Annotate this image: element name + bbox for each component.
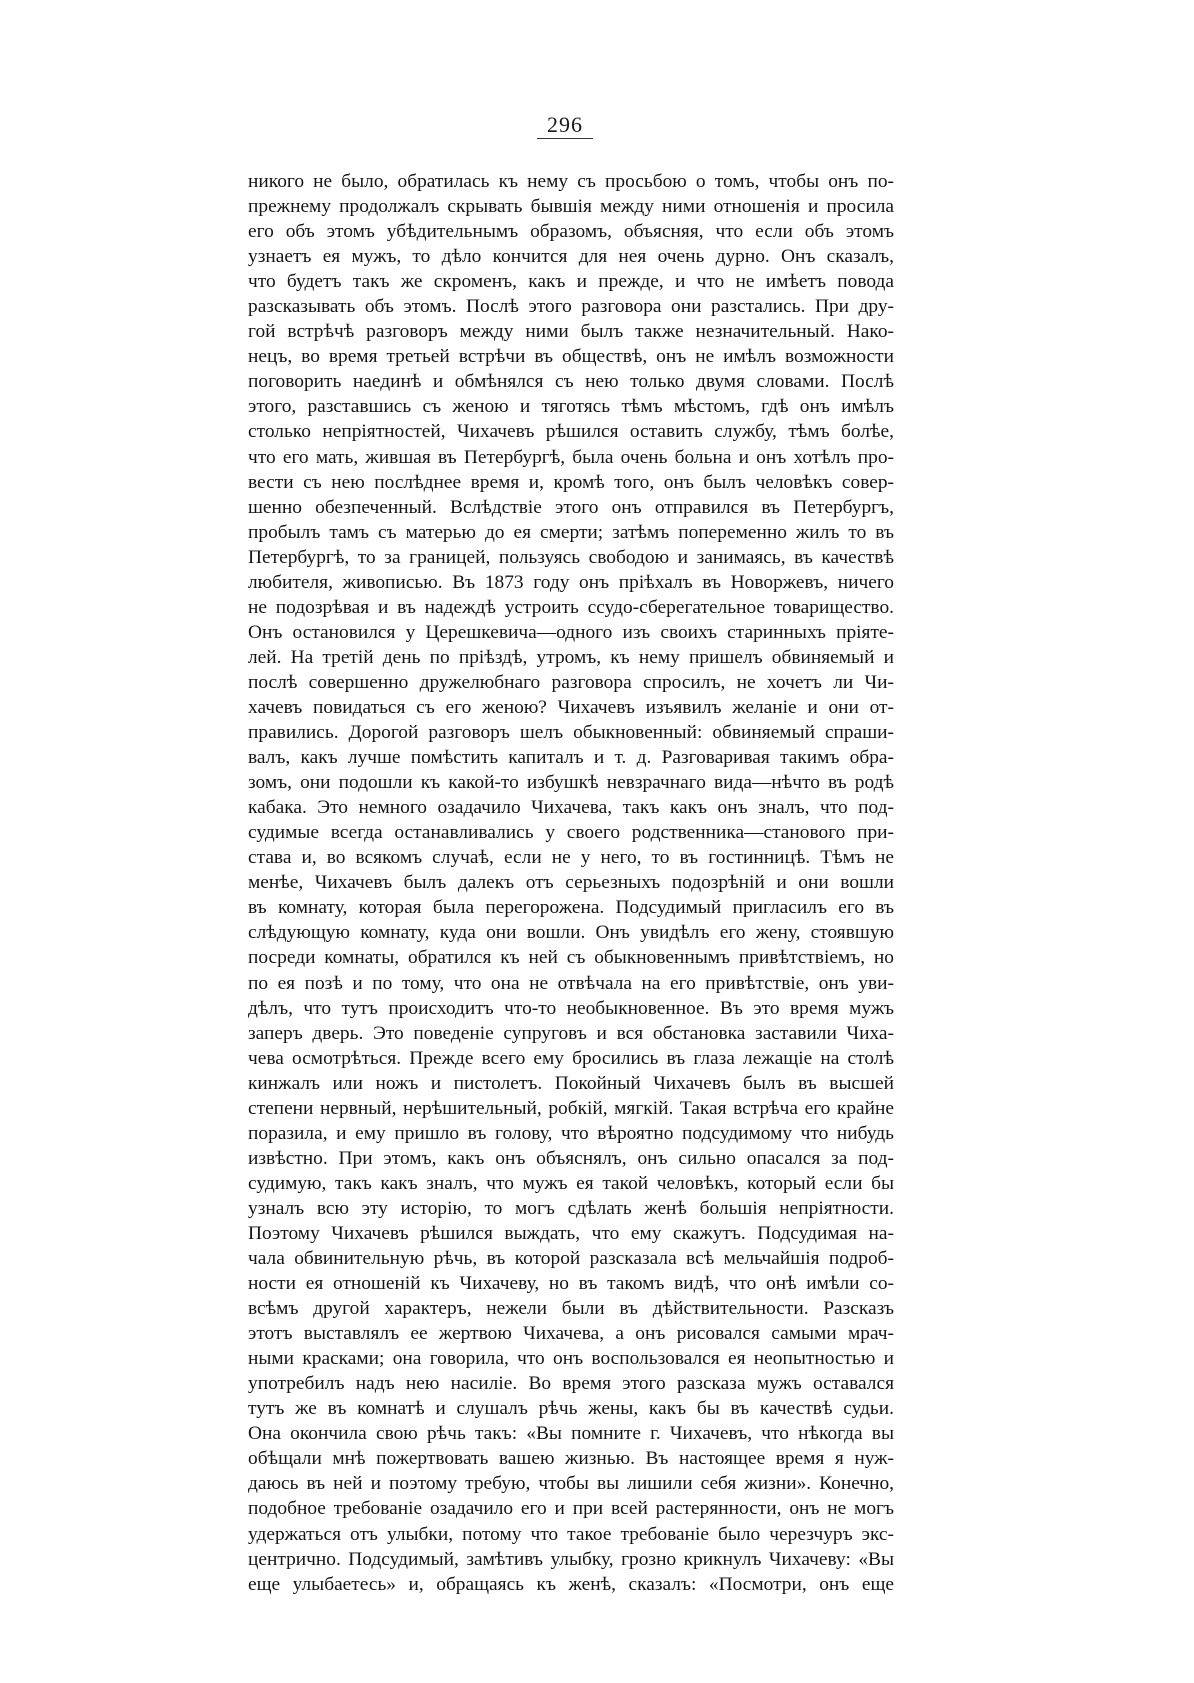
text-line: подобное требованіе озадачило его и при всей растерянности, онъ не могъ <box>248 1498 894 1520</box>
text-line: тутъ же въ комнатѣ и слушалъ рѣчь жены, какъ бы въ качествѣ судьи. <box>248 1398 894 1420</box>
text-line: става и, во всякомъ случаѣ, если не у него, то въ гостинницѣ. Тѣмъ не <box>248 847 894 869</box>
text-line: поговорить наединѣ и обмѣнялся съ нею только двумя словами. Послѣ <box>248 371 894 393</box>
text-line: судимую, такъ какъ зналъ, что мужъ ея такой человѣкъ, который если бы <box>248 1172 894 1194</box>
text-line: поразила, и ему пришло въ голову, что вѣроятно подсудимому что нибудь <box>248 1122 894 1144</box>
text-line: чева осмотрѣться. Прежде всего ему бросились въ глаза лежащіе на столѣ <box>248 1047 894 1069</box>
text-line: столько непріятностей, Чихачевъ рѣшился оставить службу, тѣмъ болѣе, <box>248 421 894 443</box>
text-line: пробылъ тамъ съ матерью до ея смерти; затѣмъ попеременно жилъ то въ <box>248 521 894 543</box>
text-line: хачевъ повидаться съ его женою? Чихачевъ изъявилъ желаніе и они от- <box>248 696 894 718</box>
text-line: Поэтому Чихачевъ рѣшился выждать, что ему скажутъ. Подсудимая на- <box>248 1222 894 1244</box>
text-line: еще улыбаетесь» и, обращаясь къ женѣ, сказалъ: «Посмотри, онъ еще <box>248 1573 894 1595</box>
text-line: ности ея отношеній къ Чихачеву, но въ такомъ видѣ, что онѣ имѣли со- <box>248 1273 894 1295</box>
text-line: всѣмъ другой характеръ, нежели были въ дѣйствительности. Разсказъ <box>248 1298 894 1320</box>
text-line: извѣстно. При этомъ, какъ онъ объяснялъ, онъ сильно опасался за под- <box>248 1147 894 1169</box>
text-line: чала обвинительную рѣчь, въ которой разсказала всѣ мельчайшія подроб- <box>248 1248 894 1270</box>
text-line: что будетъ такъ же скроменъ, какъ и прежде, и что не имѣетъ повода <box>248 271 894 293</box>
text-line: кабака. Это немного озадачило Чихачева, такъ какъ онъ зналъ, что под- <box>248 797 894 819</box>
text-line: его объ этомъ убѣдительнымъ образомъ, объясняя, что если объ этомъ <box>248 221 894 243</box>
text-line: этого, разставшись съ женою и тяготясь тѣмъ мѣстомъ, гдѣ онъ имѣлъ <box>248 396 894 418</box>
text-line: разсказывать объ этомъ. Послѣ этого разговора они разстались. При дру- <box>248 296 894 318</box>
text-line: по ея позѣ и по тому, что она не отвѣчала на его привѣтствіе, онъ уви- <box>248 972 894 994</box>
text-line: нецъ, во время третьей встрѣчи въ обществѣ, онъ не имѣлъ возможности <box>248 346 894 368</box>
page-number-rule <box>537 138 593 139</box>
text-line: лей. На третій день по пріѣздѣ, утромъ, къ нему пришелъ обвиняемый и <box>248 646 894 668</box>
text-line: зомъ, они подошли къ какой-то избушкѣ невзрачнаго вида—нѣчто въ родѣ <box>248 772 894 794</box>
text-line: вести съ нею послѣднее время и, кромѣ того, онъ былъ человѣкъ совер- <box>248 471 894 493</box>
text-line: правились. Дорогой разговоръ шелъ обыкновенный: обвиняемый спраши- <box>248 722 894 744</box>
text-line: Петербургѣ, то за границей, пользуясь свободою и занимаясь, въ качествѣ <box>248 546 894 568</box>
text-line: обѣщали мнѣ пожертвовать вашею жизнью. Въ настоящее время я нуж- <box>248 1448 894 1470</box>
text-line: прежнему продолжалъ скрывать бывшія между ними отношенія и просила <box>248 196 894 218</box>
text-line: Она окончила свою рѣчь такъ: «Вы помните г. Чихачевъ, что нѣкогда вы <box>248 1423 894 1445</box>
text-line: посреди комнаты, обратился къ ней съ обыкновеннымъ привѣтствіемъ, но <box>248 947 894 969</box>
text-line: что его мать, жившая въ Петербургѣ, была очень больна и онъ хотѣлъ про- <box>248 446 894 468</box>
text-line: Онъ остановился у Церешкевича—одного изъ своихъ старинныхъ пріяте- <box>248 621 894 643</box>
text-line: въ комнату, которая была перегорожена. Подсудимый пригласилъ его въ <box>248 897 894 919</box>
text-line: даюсь въ ней и поэтому требую, чтобы вы лишили себя жизни». Конечно, <box>248 1473 894 1495</box>
text-line: узналъ всю эту исторію, то могъ сдѣлать женѣ большія непріятности. <box>248 1197 894 1219</box>
text-line: никого не было, обратилась къ нему съ просьбою о томъ, чтобы онъ по- <box>248 171 894 192</box>
text-line: заперъ дверь. Это поведеніе супруговъ и вся обстановка заставили Чиха- <box>248 1022 894 1044</box>
text-line: этотъ выставлялъ ее жертвою Чихачева, а онъ рисовался самыми мрач- <box>248 1323 894 1345</box>
text-line: ными красками; она говорила, что онъ воспользовался ея неопытностью и <box>248 1348 894 1370</box>
text-line: дѣлъ, что тутъ происходитъ что-то необыкновенное. Въ это время мужъ <box>248 997 894 1019</box>
text-line: кинжалъ или ножъ и пистолетъ. Покойный Чихачевъ былъ въ высшей <box>248 1072 894 1094</box>
body-text <box>248 169 894 1597</box>
text-line: гой встрѣчѣ разговоръ между ними былъ также незначительный. Нако- <box>248 321 894 343</box>
page-number: 296 <box>547 112 583 137</box>
text-line: валъ, какъ лучше помѣстить капиталъ и т. д. Разговаривая такимъ обра- <box>248 747 894 769</box>
text-line: узнаетъ ея мужъ, то дѣло кончится для нея очень дурно. Онъ сказалъ, <box>248 246 894 268</box>
text-line: судимые всегда останавливались у своего родственника—станового при- <box>248 822 894 844</box>
text-line: слѣдующую комнату, куда они вошли. Онъ увидѣлъ его жену, стоявшую <box>248 922 894 944</box>
text-line: менѣе, Чихачевъ былъ далекъ отъ серьезныхъ подозрѣній и они вошли <box>248 872 894 894</box>
text-line: употребилъ надъ нею насиліе. Во время этого разсказа мужъ оставался <box>248 1373 894 1395</box>
text-line: степени нервный, нерѣшительный, робкій, мягкій. Такая встрѣча его крайне <box>248 1097 894 1119</box>
text-line: шенно обезпеченный. Вслѣдствіе этого онъ отправился въ Петербургъ, <box>248 496 894 518</box>
text-line: не подозрѣвая и въ надеждѣ устроить ссудо-сберегательное товарищество. <box>248 596 894 618</box>
text-line: центрично. Подсудимый, замѣтивъ улыбку, грозно крикнулъ Чихачеву: «Вы <box>248 1548 894 1570</box>
text-line: удержаться отъ улыбки, потому что такое требованіе было черезчуръ экс- <box>248 1523 894 1545</box>
text-line: любителя, живописью. Въ 1873 году онъ пріѣхалъ въ Новоржевъ, ничего <box>248 571 894 593</box>
text-line: послѣ совершенно дружелюбнаго разговора спросилъ, не хочетъ ли Чи- <box>248 671 894 693</box>
